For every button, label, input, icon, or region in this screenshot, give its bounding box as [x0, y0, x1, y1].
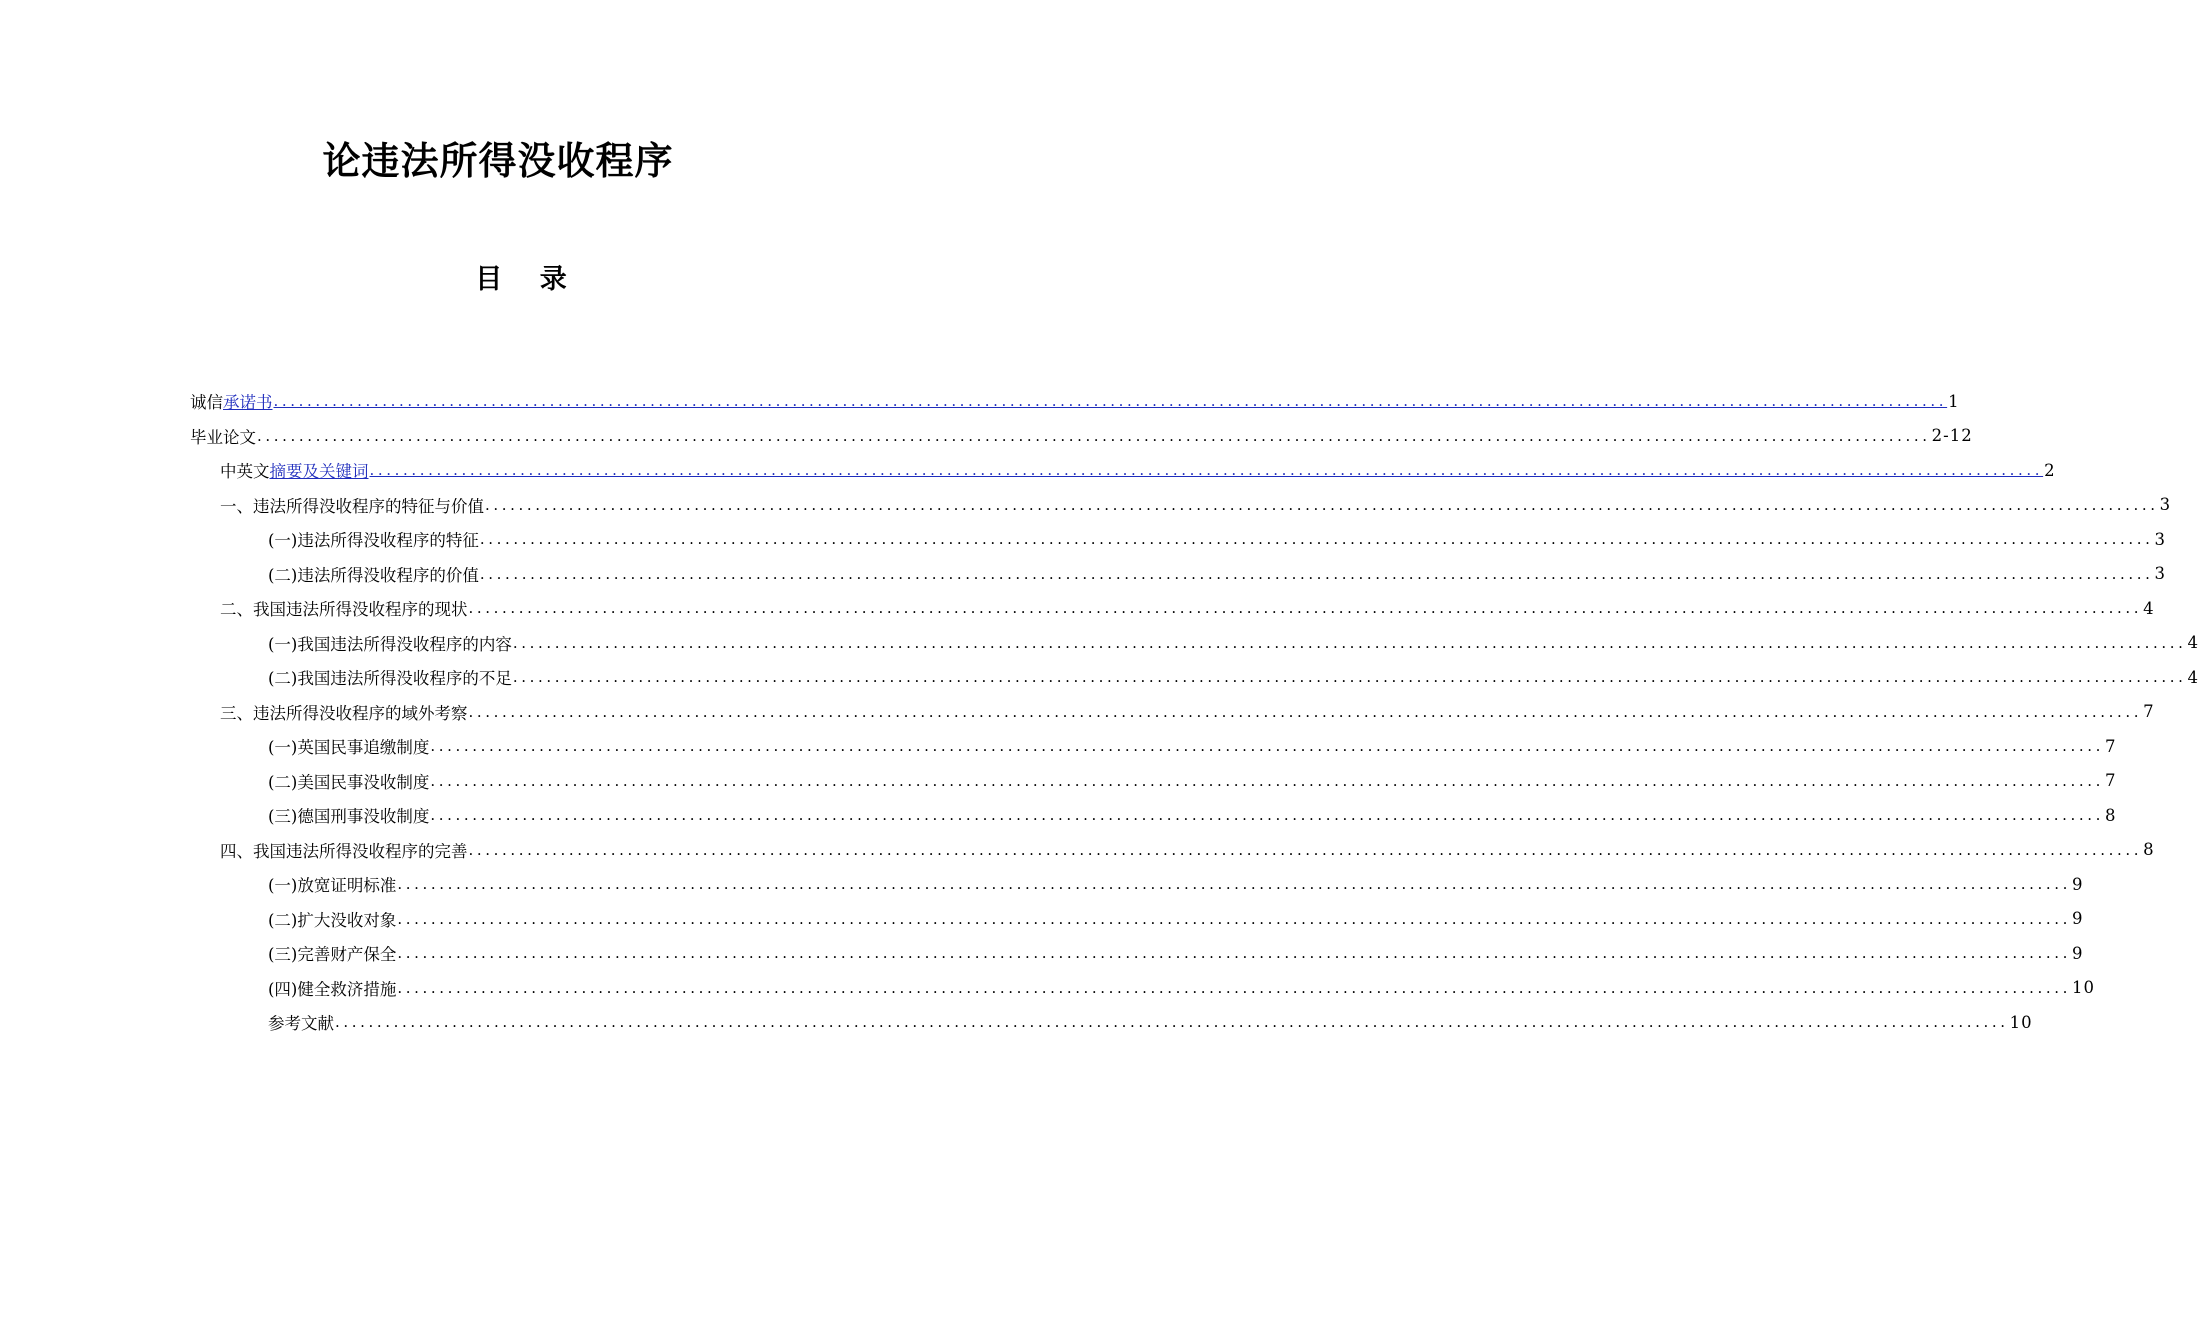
toc-page-number: 3	[2159, 495, 2172, 515]
toc-entry	[190, 660, 2199, 695]
toc-leader-dots: ........................................................................................................................................................................................................	[430, 737, 2104, 756]
toc-entry	[190, 626, 2199, 661]
toc-page-number: 10	[2009, 1012, 2033, 1032]
toc-entry	[190, 1005, 2033, 1040]
toc-page-number: 9	[2072, 909, 2084, 929]
toc-leader-dots: ........................................................................................................................................................................................................	[485, 495, 2159, 514]
toc-leader-dots: ........................................................................................................................................................................................................	[512, 668, 2187, 687]
toc-entry-title	[268, 562, 479, 586]
toc-page-number: 4	[2187, 633, 2199, 653]
toc-entry	[190, 488, 2172, 523]
toc-entry-title	[268, 872, 396, 896]
toc-entry-label: (三)完善财产保全	[268, 945, 397, 965]
toc-leader-dots: ........................................................................................................................................................................................................	[397, 909, 2071, 928]
toc-entry	[190, 764, 2117, 799]
toc-entry-title	[268, 665, 512, 689]
toc-leader-dots: ........................................................................................................................................................................................................	[397, 978, 2071, 997]
toc-entry-label: 诚信	[190, 393, 223, 413]
toc-leader-dots: ........................................................................................................................................................................................................	[479, 530, 2154, 549]
toc-entry-title	[268, 527, 479, 551]
toc-entry-title	[220, 596, 468, 620]
toc-entry-title	[220, 458, 369, 482]
toc-entry-label: (三)德国刑事没收制度	[268, 807, 430, 827]
toc-entry-title	[220, 700, 468, 724]
toc-entry-label: 四、我国违法所得没收程序的完善	[220, 841, 468, 861]
toc-entry-label: (二)我国违法所得没收程序的不足	[268, 669, 512, 689]
toc-entry-label: (四)健全救济措施	[268, 979, 397, 999]
toc-entry	[190, 695, 2155, 730]
toc-entry-label: 中英文	[220, 462, 270, 482]
toc-entry[interactable]	[190, 384, 1960, 419]
toc-heading: 目 录	[475, 264, 581, 295]
toc-page-number: 1	[1948, 391, 1960, 411]
toc-leader-dots: ........................................................................................................................................................................................................	[257, 426, 1931, 445]
toc-page-number: 2-12	[1931, 426, 1973, 446]
toc-page-number: 7	[2105, 736, 2117, 756]
toc-entry	[190, 591, 2155, 626]
document-title: 论违法所得没收程序	[322, 139, 674, 183]
toc-leader-dots: ........................................................................................................................................................................................................	[397, 875, 2071, 894]
toc-leader-dots: ........................................................................................................................................................................................................	[397, 944, 2071, 963]
toc-entry-label: (一)我国违法所得没收程序的内容	[268, 634, 512, 654]
toc-entry	[190, 902, 2084, 937]
toc-leader-dots: ........................................................................................................................................................................................................	[430, 806, 2104, 825]
toc-entry-title	[268, 769, 429, 793]
toc-entry-label: (一)放宽证明标准	[268, 876, 397, 896]
toc-page-number: 8	[2105, 805, 2117, 825]
toc-entry-title	[190, 389, 273, 413]
toc-entry-title	[190, 424, 256, 448]
toc-page-number: 4	[2187, 667, 2199, 687]
toc-page-number: 2	[2044, 460, 2056, 480]
toc-entry-label: (二)美国民事没收制度	[268, 772, 430, 792]
toc-entry-label: 二、我国违法所得没收程序的现状	[220, 600, 468, 620]
toc-entry-label: (二)扩大没收对象	[268, 910, 397, 930]
toc-page-number: 7	[2143, 702, 2155, 722]
toc-entry	[190, 867, 2084, 902]
toc-leader-dots: ........................................................................................................................................................................................................	[369, 461, 2044, 480]
toc-entry	[190, 936, 2084, 971]
toc-page-number: 7	[2105, 771, 2117, 791]
toc-entry-label: 一、违法所得没收程序的特征与价值	[220, 496, 484, 516]
toc-entry-label: (二)违法所得没收程序的价值	[268, 565, 479, 585]
toc-entry-title	[268, 803, 429, 827]
toc-page-number: 3	[2154, 564, 2166, 584]
toc-entry	[190, 522, 2166, 557]
toc-leader-dots: ........................................................................................................................................................................................................	[512, 633, 2187, 652]
toc-entry-label: 毕业论文	[190, 427, 256, 447]
toc-entry-title	[268, 631, 512, 655]
toc-entry-title	[268, 941, 396, 965]
toc-entry	[190, 729, 2117, 764]
toc-entry	[190, 833, 2155, 868]
toc-entry-title	[268, 734, 429, 758]
toc-entry	[190, 419, 1973, 454]
toc-page-number: 9	[2072, 943, 2084, 963]
toc-entry-title	[268, 907, 396, 931]
toc-entry-label: 参考文献	[268, 1014, 334, 1034]
toc-leader-dots: ........................................................................................................................................................................................................	[468, 702, 2143, 721]
toc-page-number: 3	[2154, 529, 2166, 549]
toc-leader-dots: ........................................................................................................................................................................................................	[479, 564, 2154, 583]
toc-entry-label: 三、违法所得没收程序的域外考察	[220, 703, 468, 723]
toc-entry	[190, 557, 2166, 592]
toc-page-number: 8	[2143, 840, 2155, 860]
toc-page-number: 9	[2072, 874, 2084, 894]
toc-entry[interactable]	[190, 453, 2056, 488]
toc-entry-title	[220, 493, 484, 517]
toc-leader-dots: ........................................................................................................................................................................................................	[430, 771, 2104, 790]
toc-leader-dots: ........................................................................................................................................................................................................	[468, 599, 2143, 618]
toc-entry-label: (一)违法所得没收程序的特征	[268, 531, 479, 551]
toc-entry-link[interactable]: 承诺书	[223, 393, 273, 413]
toc-page-number: 4	[2143, 598, 2155, 618]
toc-leader-dots: ........................................................................................................................................................................................................	[273, 392, 1948, 411]
toc-entry	[190, 971, 2095, 1006]
toc-entry	[190, 798, 2117, 833]
toc-leader-dots: ........................................................................................................................................................................................................	[468, 840, 2143, 859]
toc-page-number: 10	[2072, 978, 2095, 998]
toc-entry-title	[268, 976, 396, 1000]
toc-leader-dots: ........................................................................................................................................................................................................	[335, 1013, 2009, 1032]
toc-entry-title	[268, 1010, 334, 1034]
toc-entry-link[interactable]: 摘要及关键词	[269, 462, 369, 482]
table-of-contents	[190, 384, 2199, 1040]
toc-entry-label: (一)英国民事追缴制度	[268, 738, 430, 758]
toc-entry-title	[220, 838, 468, 862]
